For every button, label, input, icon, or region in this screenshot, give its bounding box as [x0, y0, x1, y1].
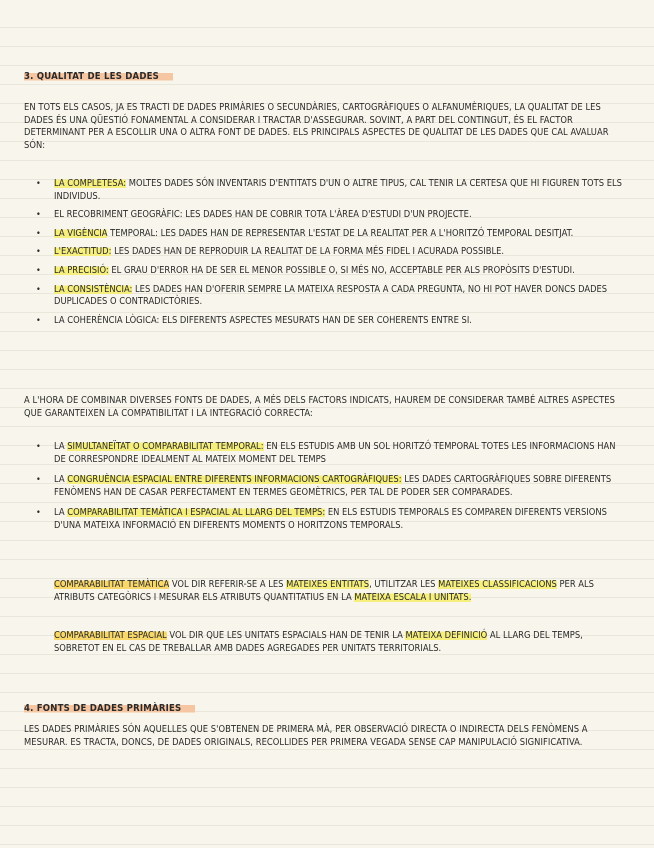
- term-thematic-comparability: COMPARABILITAT TEMÀTICA I ESPACIAL AL LLARG DEL TEMPS:: [67, 507, 326, 519]
- list-item: • LA VIGÈNCIA TEMPORAL: LES DADES HAN DE REPRESENTAR L'ESTAT DE LA REALITAT PER A L'HORITZÓ TEMPORAL DESITJAT.: [36, 228, 628, 241]
- term-simultaneity: SIMULTANEÏTAT O COMPARABILITAT TEMPORAL:: [67, 441, 264, 452]
- list-item: • L'EXACTITUD: LES DADES HAN DE REPRODUIR LA REALITAT DE LA FORMA MÉS FIDEL I ACURADA POSSIBLE.: [36, 246, 628, 259]
- term-spatial-congruence: CONGRUÈNCIA ESPACIAL ENTRE DIFERENTS INFORMACIONS CARTOGRÀFIQUES:: [67, 474, 402, 486]
- list-item: • LA PRECISIÓ: EL GRAU D'ERROR HA DE SER EL MENOR POSSIBLE O, SI MÉS NO, ACCEPTABLE PER ALS PROPÒSITS D'ESTUDI.: [36, 265, 628, 278]
- list-item: • EL RECOBRIMENT GEOGRÀFIC: LES DADES HAN DE COBRIR TOTA L'ÀREA D'ESTUDI D'UN PROJECTE.: [36, 209, 628, 222]
- note-spatial-comparability: COMPARABILITAT ESPACIAL VOL DIR QUE LES UNITATS ESPACIALS HAN DE TENIR LA MATEIXA DEFINICIÓ AL LLARG DEL TEMPS, SOBRETOT EN EL CAS DE TREBALLAR AMB DADES AGREGADES PER UNITATS TERRITORIALS.: [54, 630, 583, 654]
- list-item: • LA SIMULTANEÏTAT O COMPARABILITAT TEMPORAL: EN ELS ESTUDIS AMB UN SOL HORITZÓ TEMPORAL TOTES LES INFORMACIONS HAN DE CORRESPONDRE IDEALMENT AL MATEIX MOMENT DEL TEMPS: [36, 441, 628, 466]
- list-item: • LA COMPARABILITAT TEMÀTICA I ESPACIAL AL LLARG DEL TEMPS: EN ELS ESTUDIS TEMPORALS ES COMPAREN DIFERENTS VERSIONS D'UNA MATEIXA INFORMACIÓ EN DIFERENTS MOMENTS O HORITZONS TEMPORALS.: [36, 507, 628, 532]
- term-accuracy: L'EXACTITUD:: [54, 246, 112, 258]
- list-item: • LA COHERÈNCIA LÒGICA: ELS DIFERENTS ASPECTES MESURATS HAN DE SER COHERENTS ENTRE SI.: [36, 315, 628, 328]
- section-3-title: 3. QUALITAT DE LES DADES: [24, 71, 173, 82]
- note-thematic-comparability: COMPARABILITAT TEMÀTICA VOL DIR REFERIR-SE A LES MATEIXES ENTITATS, UTILITZAR LES MATEIXES CLASSIFICACIONS PER ALS ATRIBUTS CATEGÒRICS I MESURAR ELS ATRIBUTS QUANTITATIUS EN LA MATEIXA ESCALA I UNITATS.: [54, 579, 594, 603]
- combine-aspects-list: [36, 441, 628, 533]
- section-3-intro: EN TOTS ELS CASOS, JA ES TRACTI DE DADES PRIMÀRIES O SECUNDÀRIES, CARTOGRÀFIQUES O ALFANUMÈRIQUES, LA QUALITAT DE LES DADES ÉS UNA QÜESTIÓ FONAMENTAL A CONSIDERAR I TRACTAR D'ASSEGURAR. SOVINT, A PART DEL CONTINGUT, ÉS EL FACTOR DETERMINANT PER A ESCOLLIR UNA O ALTRA FONT DE DADES. ELS PRINCIPALS ASPECTES DE QUALITAT DE LES DADES QUE CAL AVALUAR SÓN:: [24, 102, 609, 151]
- list-item: • LA CONSISTÈNCIA: LES DADES HAN D'OFERIR SEMPRE LA MATEIXA RESPOSTA A CADA PREGUNTA, NO HI POT HAVER DONCS DADES DUPLICADES O CONTRADICTÒRIES.: [36, 284, 628, 309]
- list-item: • LA CONGRUÈNCIA ESPACIAL ENTRE DIFERENTS INFORMACIONS CARTOGRÀFIQUES: LES DADES CARTOGRÀFIQUES SOBRE DIFERENTS FENÒMENS HAN DE CASAR PERFECTAMENT EN TERMES GEOMÈTRICS, PER TAL DE PODER SER COMPARADES.: [36, 474, 628, 499]
- term-precision: LA PRECISIÓ:: [54, 264, 109, 276]
- quality-aspects-list: [36, 178, 628, 327]
- term-completeness: LA COMPLETESA:: [54, 178, 127, 189]
- section-4-title: 4. FONTS DE DADES PRIMÀRIES: [24, 703, 195, 714]
- term-consistency: LA CONSISTÈNCIA:: [54, 283, 133, 295]
- section-4-intro: LES DADES PRIMÀRIES SÓN AQUELLES QUE S'OBTENEN DE PRIMERA MÀ, PER OBSERVACIÓ DIRECTA O INDIRECTA DELS FENÒMENS A MESURAR. ES TRACTA, DONCS, DE DADES ORIGINALS, RECOLLIDES PER PRIMERA VEGADA SENSE CAP MANIPULACIÓ SIGNIFICATIVA.: [24, 724, 588, 748]
- term-validity: LA VIGÈNCIA: [54, 227, 108, 239]
- combine-intro: A L'HORA DE COMBINAR DIVERSES FONTS DE DADES, A MÉS DELS FACTORS INDICATS, HAUREM DE CONSIDERAR TAMBÉ ALTRES ASPECTES QUE GARANTEIXEN LA COMPATIBILITAT I LA INTEGRACIÓ CORRECTA:: [24, 395, 615, 419]
- list-item: • LA COMPLETESA: MOLTES DADES SÓN INVENTARIS D'ENTITATS D'UN O ALTRE TIPUS, CAL TENIR LA CERTESA QUE HI FIGUREN TOTS ELS INDIVIDUS.: [36, 178, 628, 203]
